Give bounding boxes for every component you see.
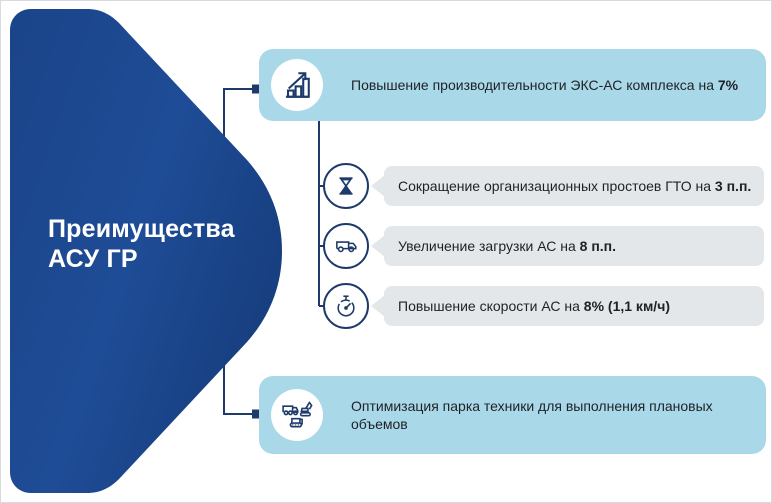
benefit-value: 8 п.п.	[579, 238, 617, 254]
benefit-row-productivity	[259, 49, 766, 121]
benefit-text-body: Оптимизация парка техники для выполнения плановых объемов	[351, 398, 713, 432]
benefit-text-body: Повышение производительности ЭКС-АС комплекса на	[351, 77, 718, 93]
benefit-row-fleet	[259, 376, 766, 454]
page-title-line1: Преимущества	[48, 215, 235, 243]
benefit-value: 3 п.п.	[714, 178, 752, 194]
benefit-row-downtime	[384, 166, 764, 206]
benefit-row-speed	[384, 286, 764, 326]
benefit-value: 8% (1,1 км/ч)	[583, 298, 670, 314]
page-title	[48, 214, 235, 274]
benefit-text-body: Сокращение организационных простоев ГТО на	[398, 178, 715, 194]
benefit-value: 7%	[717, 77, 739, 93]
stopwatch-icon	[323, 283, 369, 329]
benefit-row-loading	[384, 226, 764, 266]
machinery-fleet-icon	[271, 389, 323, 441]
branch-connector-line	[319, 121, 331, 306]
benefit-text	[351, 397, 766, 433]
benefit-text-body: Увеличение загрузки АС на	[398, 238, 580, 254]
benefit-text	[398, 237, 626, 255]
hourglass-icon	[323, 163, 369, 209]
benefit-text	[398, 297, 680, 315]
page-title-line2: АСУ ГР	[48, 245, 138, 273]
dump-truck-icon	[323, 223, 369, 269]
benefit-text-body: Повышение скорости АС на	[398, 298, 584, 314]
benefit-text	[351, 76, 754, 94]
benefit-text	[398, 177, 761, 195]
bar-chart-growth-icon	[271, 59, 323, 111]
